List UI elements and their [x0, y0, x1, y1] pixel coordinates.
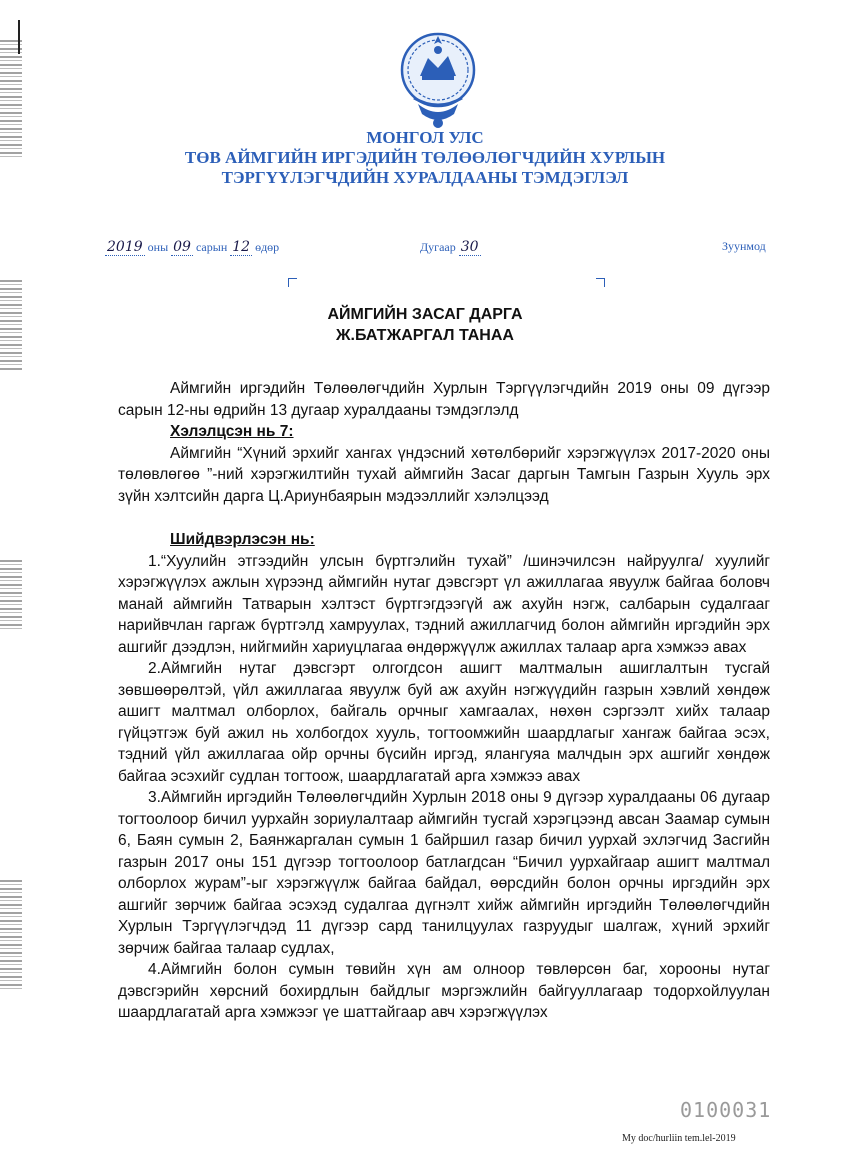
date-day-label: өдөр [255, 240, 280, 254]
header-organization: ТӨВ АЙМГИЙН ИРГЭДИЙН ТӨЛӨӨЛӨГЧДИЙН ХУРЛЫН [184, 148, 666, 167]
decided-heading: Шийдвэрлэсэн нь: [170, 531, 315, 548]
state-emblem-icon [398, 28, 478, 133]
date-month-label: сарын [195, 240, 228, 254]
number-label: Дугаар [420, 240, 456, 254]
document-body [118, 378, 770, 1024]
place-of-issue: Зуунмод [722, 239, 766, 253]
decision-item: 3.Аймгийн иргэдийн Төлөөлөгчдийн Хурлын 2018 оны 9 дүгээр хуралдааны 06 дугаар тогтоолоор бичил уурхайн зориулалтаар аймгийн тусгай хэрэгцээнд авсан Заамар сумын 6, Баян сумын 2, Баянжаргалан сумын 1 байршил газар бичил уурхай эхлэгчид Засгийн газрын 2017 оны 151 дүгээр тогтоолоор батлагдсан “Бичил уурхайгаар ашигт малтмал олборлох журам”-ыг хэрэгжүүлж байгаа байдал, өөрсдийн болон орчны иргэдийн эрх ашгийг зөрчиж байгаа эсэхэд судалгаа дүгнэлт хийж аймгийн иргэдийн Төлөөлөгчдийн Хурлын Тэргүүлэгчдэд 11 дүгээр сард танилцуулах газруудыг шалгаж, хүний эрхийг зөрчиж байгаа талаар судлах, [118, 789, 770, 957]
date-month: 09 [173, 239, 191, 255]
header-country: МОНГОЛ УЛС [366, 128, 484, 147]
discussed-heading: Хэлэлцсэн нь 7: [170, 423, 294, 440]
intro-paragraph: Аймгийн иргэдийн Төлөөлөгчдийн Хурлын Тэргүүлэгчдийн 2019 оны 09 дүгээр сарын 12-ны өдрийн 13 дугаар хуралдааны тэмдэглэлд [118, 380, 770, 419]
document-number: 30 [460, 239, 479, 255]
date-year-label: оны [147, 240, 169, 254]
scan-artifact [0, 280, 22, 370]
addressee-title: АЙМГИЙН ЗАСАГ ДАРГА [327, 306, 523, 323]
address-corner-mark [288, 278, 297, 287]
document-number-field [420, 239, 481, 255]
scan-artifact [0, 560, 22, 630]
decision-item: 4.Аймгийн болон сумын төвийн хүн ам олноор төвлөрсөн баг, хорооны нутаг дэвсгэрийн хөрсний бохирдлын байдлыг мэргэжлийн байгууллагаар тодорхойлуулан шаардлагатай арга хэмжээг үе шаттайгаар авч хэрэгжүүлэх [118, 961, 770, 1021]
date-field [105, 239, 279, 255]
scan-mark [18, 20, 20, 54]
decision-item: 1.“Хуулийн этгээдийн улсын бүртгэлийн тухай” /шинэчилсэн найруулга/ хуулийг хэрэгжүүлэх ажлын хүрээнд аймгийн нутаг дэвсгэрт үл ажиллагаа явуулж байгаа боловч манай аймгийн Татварын хэлтэст бүртгэгдээгүй аж ахуйн нэгж, салбарын судалгааг нарийвчлан гаргаж бүртгэлд хамруулах, тэдний ажиллагчид болон аймгийн иргэдийн эрх ашгийг дээдлэн, нийгмийн хариуцлагаа өндөржүүлж ажиллах талаар арга хэмжээ авах [118, 552, 770, 656]
discussed-paragraph: Аймгийн “Хүний эрхийг хангах үндэсний хөтөлбөрийг хэрэгжүүлэх 2017-2020 оны төлөвлөгөө ”-ний хэрэгжилтийн тухай аймгийн Засаг даргын Тамгын Газрын Хууль эрх зүйн хэлтсийн дарга Ц.Ариунбаярын мэдээллийг хэлэлцээд [118, 444, 770, 505]
date-year: 2019 [107, 239, 143, 255]
scan-artifact [0, 880, 22, 990]
addressee-name: Ж.БАТЖАРГАЛ ТАНАА [336, 327, 514, 344]
decision-item: 2.Аймгийн нутаг дэвсгэрт олгогдсон ашигт малтмалын ашиглалтын тусгай зөвшөөрөлтэй, үйл ажиллагаа явуулж буй аж ахуйн нэгжүүдийн газрын хэвлий хөндөж ашигт малтмал олборлох, байгаль орчныг хамгаалах, нөхөн сэргээлт хийх талаар гүйцэтгэж буй ажил нь холбогдох хууль, тогтоомжийн шаардлагыг хангаж байгаа эсэх, тэдний үйл ажиллагаа ойр орчны бүсийн иргэд, ялангуяа малчдын эрх ашгийг хөндөж байгаа эсэхийг судлан тогтоож, шаардлагатай арга хэмжээ авах [118, 660, 770, 785]
date-day: 12 [232, 239, 251, 255]
footer-file-path: My doc/hurliin tem.lel-2019 [622, 1133, 736, 1144]
address-corner-mark [596, 278, 605, 287]
header-document-type: ТЭРГҮҮЛЭГЧДИЙН ХУРАЛДААНЫ ТЭМДЭГЛЭЛ [221, 168, 629, 187]
registry-stamp-number: 0100031 [680, 1098, 772, 1122]
